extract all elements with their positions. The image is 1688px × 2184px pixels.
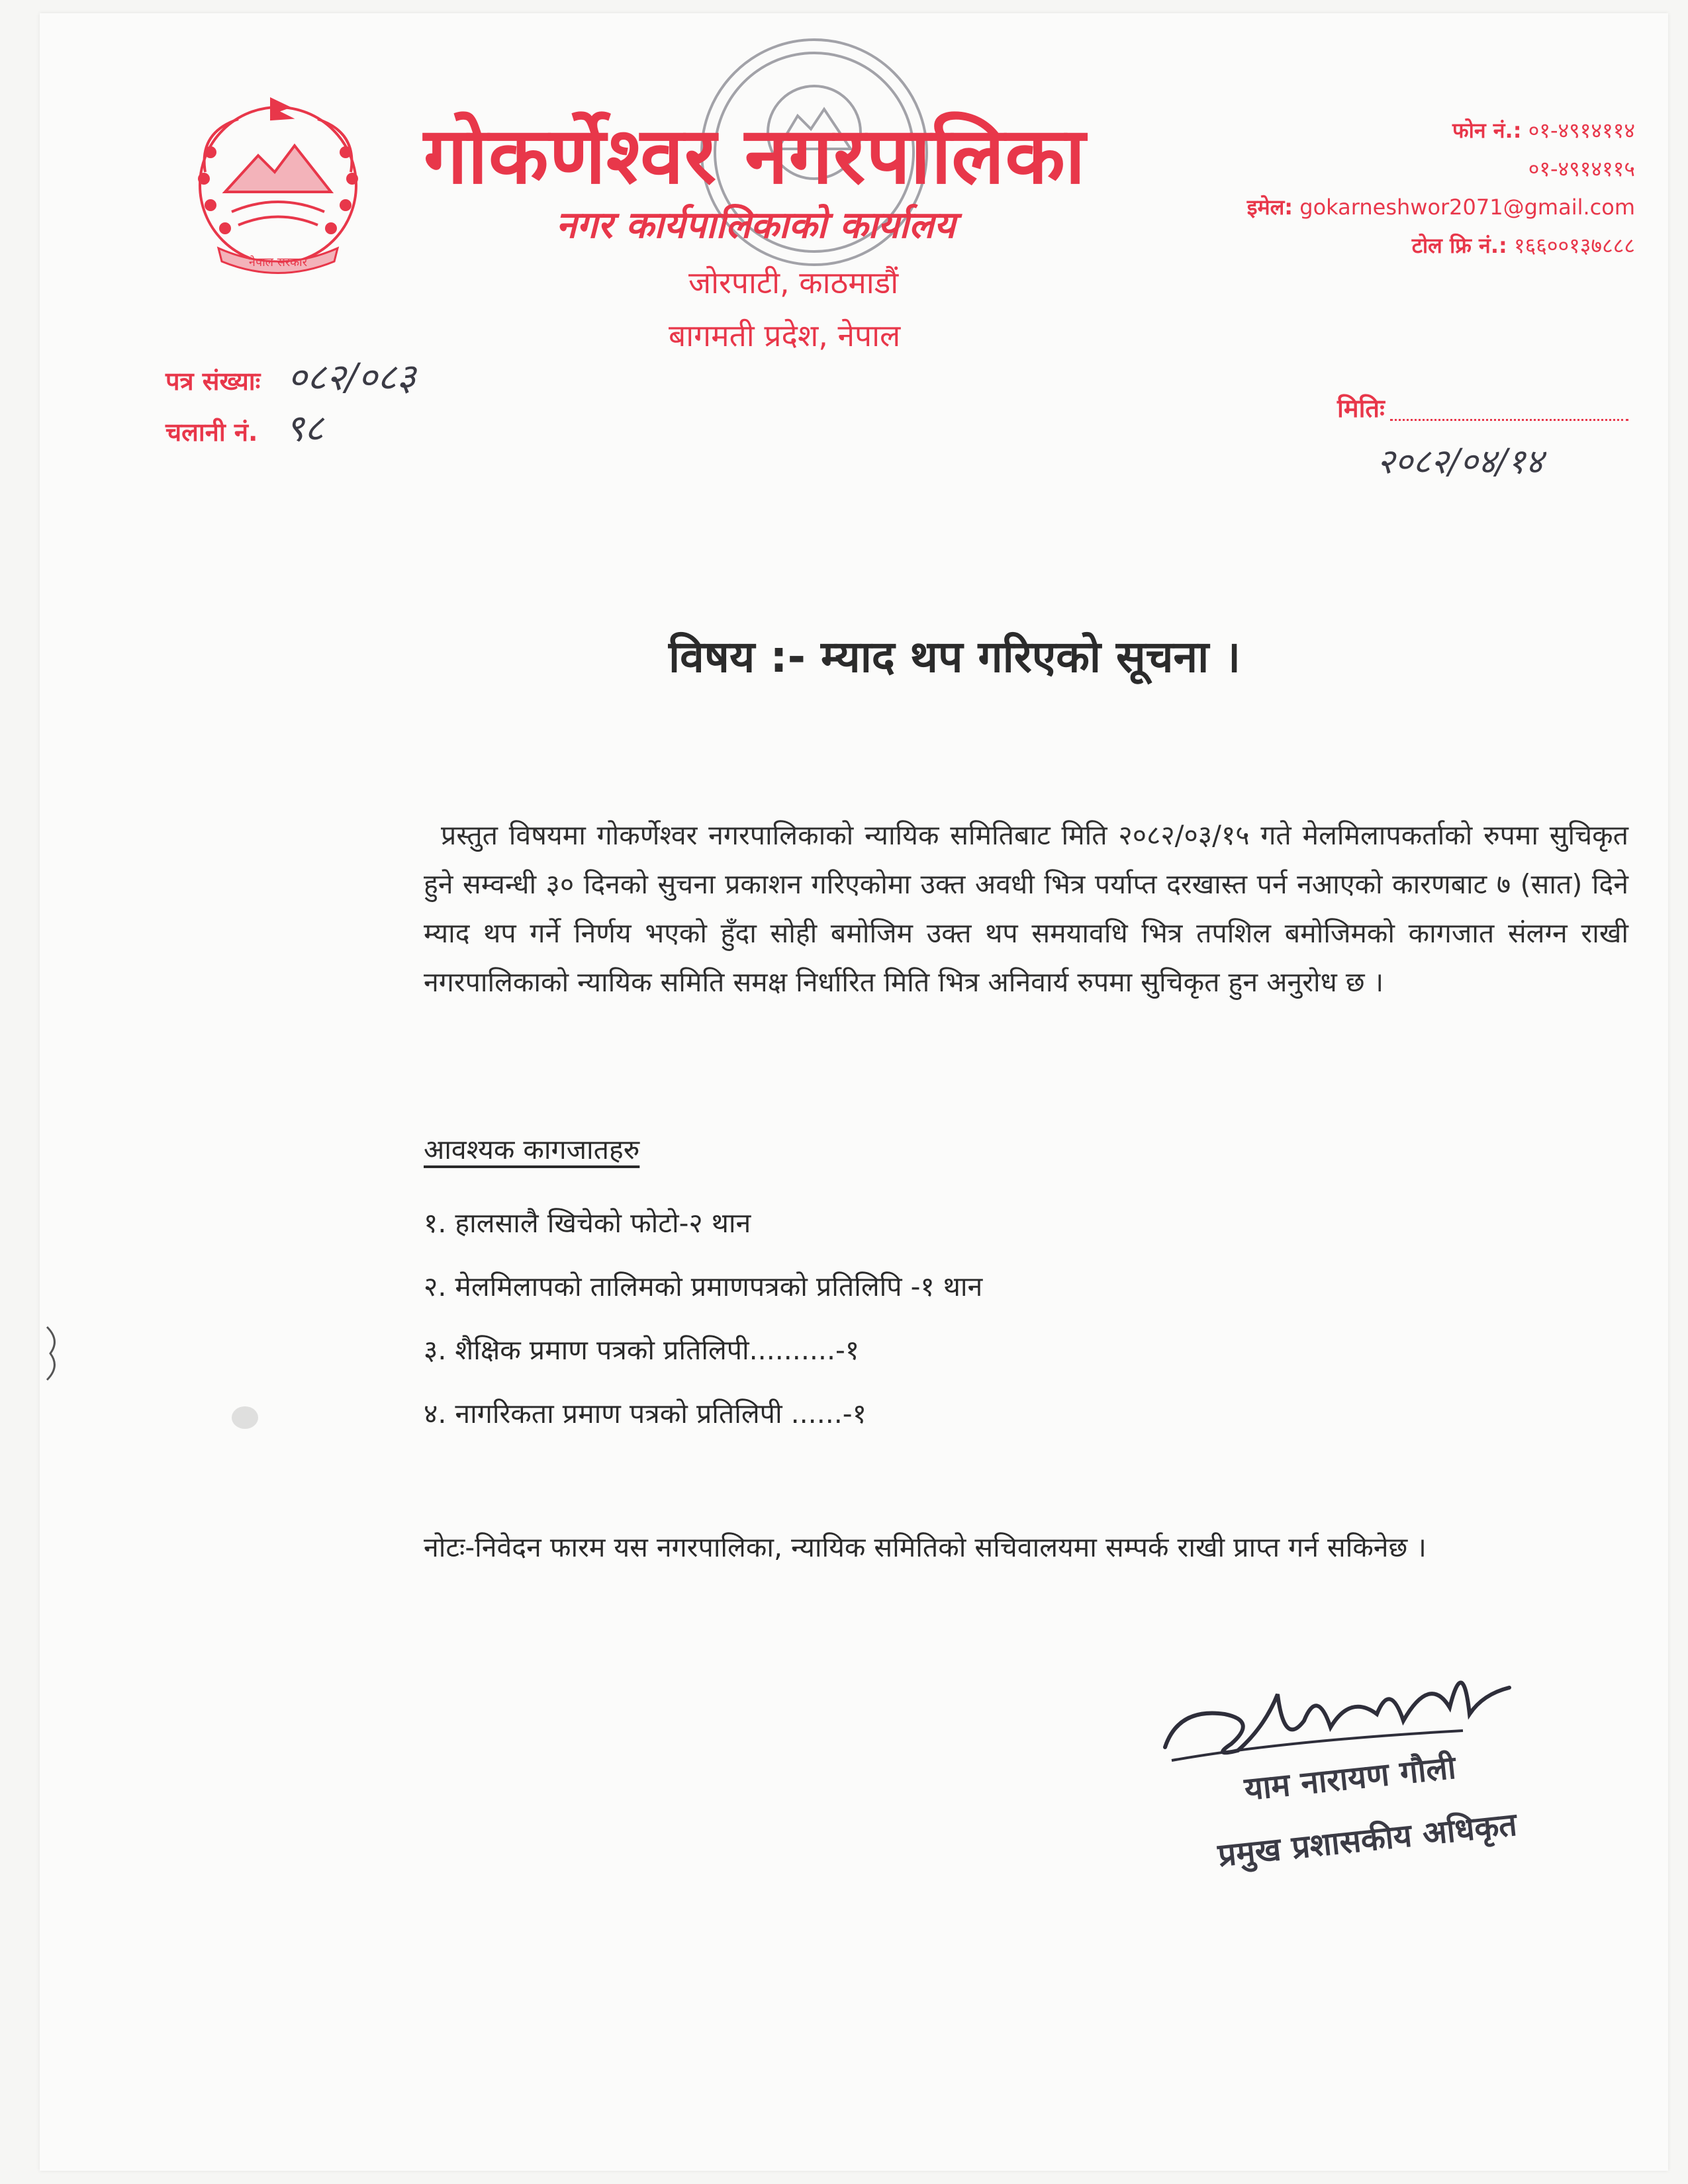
documents-title: आवश्यक कागजातहरु xyxy=(424,1134,640,1165)
date-value: २०८२/०४/१४ xyxy=(1377,442,1544,482)
date-field xyxy=(1337,390,1628,425)
address-line-2: बागमती प्रदेश, नेपाल xyxy=(669,318,901,353)
address-line-1: जोरपाटी, काठमाडौं xyxy=(688,265,899,300)
document-item: ४. नागरिकता प्रमाण पत्रको प्रतिलिपी ......-१ xyxy=(424,1398,867,1430)
letter-no-row xyxy=(165,354,416,405)
org-name: गोकर्णेश्वर नगरपालिका xyxy=(424,110,1086,201)
note-paragraph: नोटः-निवेदन फारम यस नगरपालिका, न्यायिक समितिको सचिवालयमा सम्पर्क राखी प्राप्त गर्न सकिनेछ । xyxy=(424,1531,1427,1563)
letter-no-value: ०८२/०८३ xyxy=(287,356,416,399)
phone-row xyxy=(1225,111,1635,150)
dispatch-no-label: चलानी नं. xyxy=(165,418,258,447)
body-text: प्रस्तुत विषयमा गोकर्णेश्वर नगरपालिकाको न्यायिक समितिबाट मिति २०८२/०३/१५ गते मेलमिलापकर्ताको रुपमा सुचिकृत हुने सम्वन्धी ३० दिनको सुचना प्रकाशन गरिएकोमा उक्त अवधी भित्र पर्याप्त दरखास्त पर्न नआएको कारणबाट ७ (सात) दिने म्याद थप गर्ने निर्णय भएको हुँदा सोही बमोजिम उक्त थप समयावधि भित्र तपशिल बमोजिमको कागजात संलग्न राखी नगरपालिकाको न्यायिक समिति समक्ष निर्धारित मिति भित्र अनिवार्य रुपमा सुचिकृत हुन अनुरोध छ । xyxy=(424,819,1628,998)
subject-line: विषय :- म्याद थप गरिएको सूचना । xyxy=(669,631,1241,682)
phone-label: फोन नं.: xyxy=(1452,118,1522,143)
reference-block xyxy=(165,354,416,456)
tollfree-label: टोल फ्रि नं.: xyxy=(1411,233,1507,258)
signatory-name: याम नारायण गौली xyxy=(1243,1749,1458,1808)
tollfree-value: १६६००१३७८८८ xyxy=(1513,233,1635,258)
document-item: ३. शैक्षिक प्रमाण पत्रको प्रतिलिपी..........-१ xyxy=(424,1334,860,1366)
dispatch-no-row xyxy=(165,405,416,456)
phone-row-2 xyxy=(1225,150,1635,188)
contact-block xyxy=(1225,111,1635,265)
phone-1: ०१-४९१४११४ xyxy=(1528,118,1635,143)
email-label: इमेल: xyxy=(1246,195,1293,220)
email-value: gokarneshwor2071@gmail.com xyxy=(1299,195,1635,220)
tollfree-row xyxy=(1225,226,1635,265)
phone-2: ०१-४९१४११५ xyxy=(1528,156,1635,181)
paper-smudge xyxy=(232,1406,258,1429)
signatory-title: प्रमुख प्रशासकीय अधिकृत xyxy=(1216,1805,1519,1874)
date-label: मितिः xyxy=(1337,394,1385,423)
documents-list xyxy=(424,1191,982,1445)
body-paragraph xyxy=(424,811,1628,1007)
office-name: नगर कार्यपालिकाको कार्यालय xyxy=(556,204,956,247)
document-item: २. मेलमिलापको तालिमको प्रमाणपत्रको प्रतिलिपि -१ थान xyxy=(424,1271,983,1302)
dispatch-no-value: ९८ xyxy=(285,407,324,450)
emblem-caption: नेपाल सरकार xyxy=(248,255,308,269)
letter-no-label: पत्र संख्याः xyxy=(165,367,261,396)
margin-bracket-mark xyxy=(44,1324,64,1383)
email-row xyxy=(1225,188,1635,226)
document-item: १. हालसालै खिचेको फोटो-२ थान xyxy=(424,1207,751,1239)
date-dotted-line xyxy=(1390,399,1628,421)
nepal-emblem-icon xyxy=(179,93,377,285)
